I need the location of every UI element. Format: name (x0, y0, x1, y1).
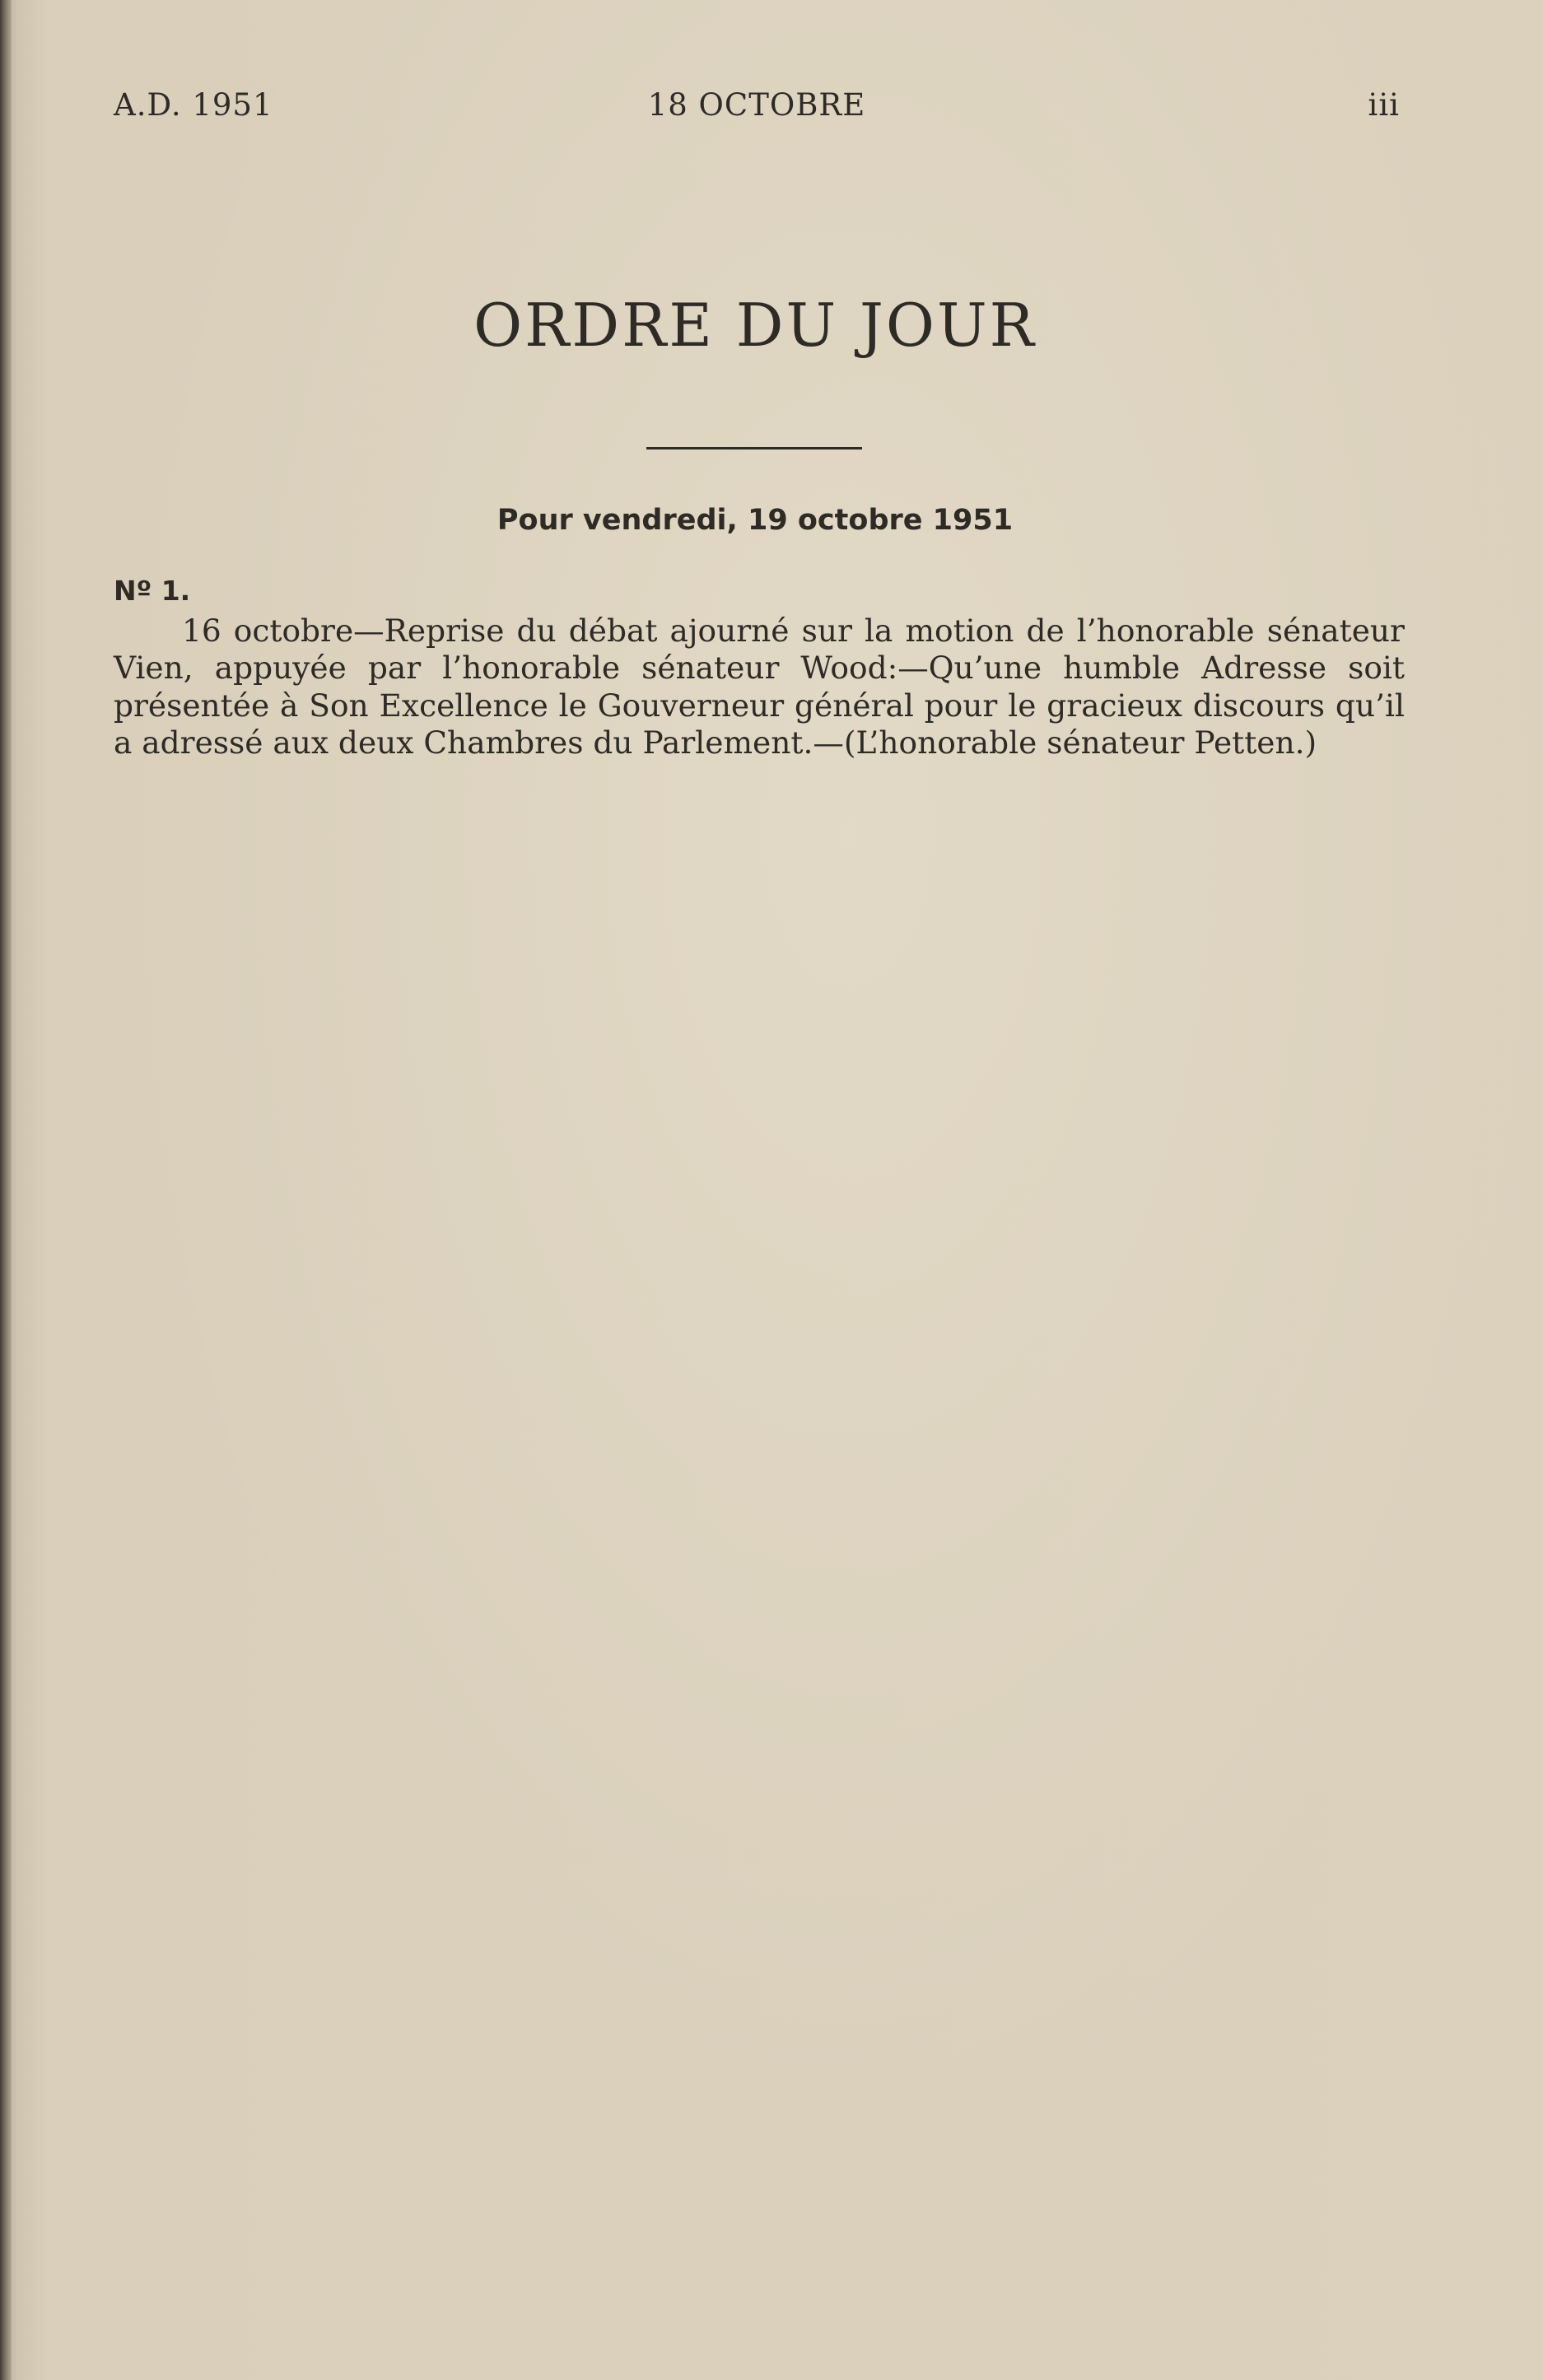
header-date: 18 OCTOBRE (647, 87, 866, 123)
order-item-text: 16 octobre—Reprise du débat ajourné sur la motion de l’honorable sénateur Vien, appuyée par l’honorable sénateur Wood:—Qu’une humble Adresse soit présentée à Son Excellence le Gouverneur général pour le gracieux discours qu’il a adressé aux deux Chambres du Parlement.—(L’honorable sénateur Petten.) (114, 612, 1405, 762)
page-number: iii (1368, 87, 1400, 123)
header-year: A.D. 1951 (114, 87, 273, 123)
page-title: ORDRE DU JOUR (473, 291, 1037, 360)
running-header (114, 87, 1400, 128)
title-divider (646, 447, 862, 449)
order-item-number: Nº 1. (114, 575, 191, 607)
session-date: Pour vendredi, 19 octobre 1951 (496, 504, 1014, 537)
